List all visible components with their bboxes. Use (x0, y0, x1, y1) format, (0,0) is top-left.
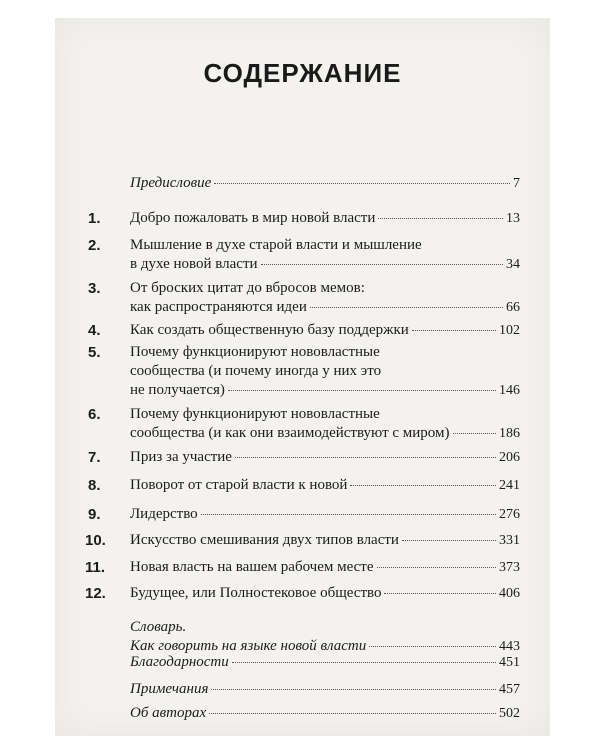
entry-text (130, 680, 520, 699)
toc-entry (85, 531, 520, 550)
entry-text (130, 653, 520, 672)
chapter-number: 8. (88, 477, 101, 494)
toc-entry (88, 448, 520, 467)
entry-text (130, 558, 520, 577)
toc-entry (88, 209, 520, 228)
toc-entry (88, 321, 520, 340)
dot-leader (378, 218, 503, 219)
page-number: 406 (499, 586, 520, 601)
dot-leader (214, 183, 510, 184)
entry-text (130, 584, 520, 603)
page-number: 34 (506, 257, 520, 272)
dot-leader (350, 485, 496, 486)
page-number: 457 (499, 682, 520, 697)
page-number: 102 (499, 323, 520, 338)
entry-title-line: От броских цитат до вбросов мемов: (130, 280, 365, 296)
entry-text (130, 505, 520, 524)
entry-title-line: сообщества (и почему иногда у них это (130, 363, 382, 379)
entry-title-line: Почему функционируют нововластные (130, 344, 380, 360)
toc-entry (88, 704, 520, 723)
page-number: 186 (499, 426, 520, 441)
entry-text (130, 321, 520, 340)
chapter-number: 5. (88, 344, 101, 361)
toc-entry (85, 558, 520, 577)
entry-text (130, 531, 520, 550)
entry-title: Предисловие (130, 175, 212, 191)
chapter-number: 7. (88, 449, 101, 466)
entry-text (130, 209, 520, 228)
entry-title-line: Почему функционируют нововластные (130, 406, 380, 422)
dot-leader (377, 567, 496, 568)
entry-text (130, 476, 520, 495)
page-number: 502 (499, 706, 520, 721)
entry-title: Лидерство (130, 506, 198, 522)
entry-title: Будущее, или Полностековое общество (130, 585, 382, 601)
toc-entry (85, 584, 520, 603)
dot-leader (261, 264, 503, 265)
entry-title: в духе новой власти (130, 256, 258, 272)
toc-entry (88, 505, 520, 524)
dot-leader (369, 646, 496, 647)
toc-entry (88, 618, 520, 656)
dot-leader (453, 433, 496, 434)
dot-leader (310, 307, 503, 308)
entry-title: Благодарности (130, 654, 229, 670)
entry-title: Искусство смешивания двух типов власти (130, 532, 399, 548)
entry-title: Поворот от старой власти к новой (130, 477, 348, 493)
dot-leader (232, 662, 496, 663)
page-title: СОДЕРЖАНИЕ (203, 58, 402, 88)
book-page (55, 18, 550, 736)
page-number: 373 (499, 560, 520, 575)
dot-leader (209, 713, 496, 714)
entry-title: Добро пожаловать в мир новой власти (130, 210, 376, 226)
chapter-number: 6. (88, 406, 101, 423)
entry-title: Новая власть на вашем рабочем месте (130, 559, 374, 575)
entry-title-line: Словарь. (130, 619, 187, 635)
entry-title: Примечания (130, 681, 209, 697)
entry-title: Как говорить на языке новой власти (130, 638, 367, 654)
dot-leader (402, 540, 496, 541)
entry-text (130, 236, 520, 274)
page-number: 206 (499, 450, 520, 465)
toc-entry (88, 405, 520, 443)
entry-title: сообщества (и как они взаимодействуют с миром) (130, 425, 450, 441)
toc-entry (88, 174, 520, 193)
dot-leader (201, 514, 496, 515)
chapter-number: 12. (85, 585, 106, 602)
entry-title-line: Мышление в духе старой власти и мышление (130, 237, 422, 253)
toc-entry (88, 279, 520, 317)
entry-title: Как создать общественную базу поддержки (130, 322, 409, 338)
toc-entry (88, 476, 520, 495)
dot-leader (412, 330, 496, 331)
entry-text (130, 448, 520, 467)
toc-entry (88, 653, 520, 672)
page-number: 276 (499, 507, 520, 522)
chapter-number: 11. (85, 559, 106, 576)
page-number: 7 (513, 176, 520, 191)
entry-text (130, 343, 520, 400)
page-number: 241 (499, 478, 520, 493)
page-number: 451 (499, 655, 520, 670)
dot-leader (235, 457, 496, 458)
chapter-number: 1. (88, 210, 101, 227)
dot-leader (211, 689, 496, 690)
entry-text (130, 279, 520, 317)
entry-title: не получается) (130, 382, 225, 398)
page-number: 331 (499, 533, 520, 548)
toc-entry (88, 343, 520, 400)
chapter-number: 3. (88, 280, 101, 297)
page-number: 146 (499, 383, 520, 398)
entry-text (130, 618, 520, 656)
entry-text (130, 405, 520, 443)
chapter-number: 2. (88, 237, 101, 254)
page-number: 66 (506, 300, 520, 315)
chapter-number: 9. (88, 506, 101, 523)
page-number: 443 (499, 639, 520, 654)
page-number: 13 (506, 211, 520, 226)
entry-text (130, 704, 520, 723)
entry-title: Приз за участие (130, 449, 232, 465)
dot-leader (384, 593, 496, 594)
chapter-number: 4. (88, 322, 101, 339)
entry-title: Об авторах (130, 705, 207, 721)
chapter-number: 10. (85, 532, 106, 549)
toc-entry (88, 680, 520, 699)
dot-leader (228, 390, 496, 391)
entry-text (130, 174, 520, 193)
entry-title: как распространяются идеи (130, 299, 307, 315)
toc-entry (88, 236, 520, 274)
